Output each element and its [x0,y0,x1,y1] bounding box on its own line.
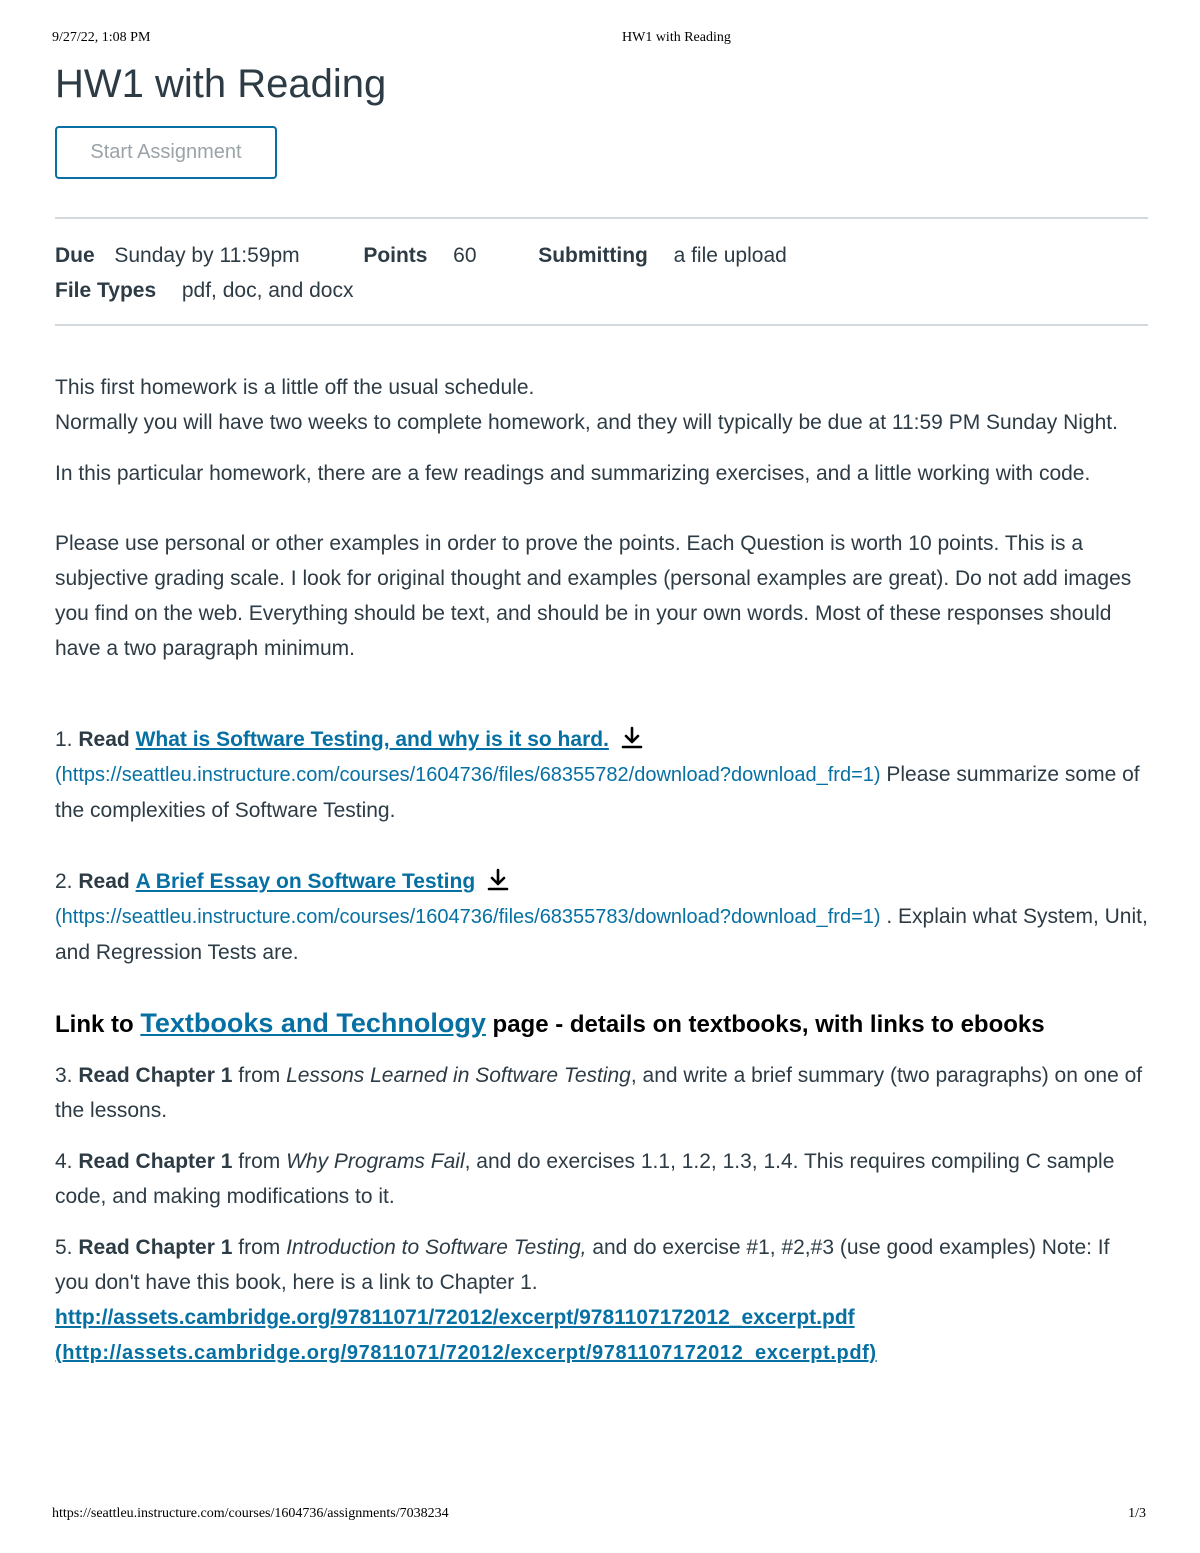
due-value: Sunday by 11:59pm [114,244,300,267]
divider [55,217,1148,219]
reading-url[interactable]: (https://seattleu.instructure.com/courses/1604736/files/68355782/download?download_frd=1) [55,764,881,786]
item-number: 2. [55,870,73,893]
from-text: from [232,1150,287,1173]
points-value: 60 [453,244,477,267]
print-datetime: 9/27/22, 1:08 PM [52,30,151,45]
print-doc-title: HW1 with Reading [622,30,731,45]
details-row [55,273,787,308]
item-number: 3. [55,1064,73,1087]
intro-paragraph-3: Please use personal or other examples in order to prove the points. Each Question is worth 10 points. This is a subjective grading scale. I look for original thought and examples (personal examples are great). Do not add images you find on the web. Everything should be text, and should be in your own words. Most of these responses should have a two paragraph minimum. [55,532,1132,660]
textbooks-link[interactable]: Textbooks and Technology [140,1008,486,1038]
reading-link-software-testing[interactable]: What is Software Testing, and why is it so hard. [135,728,609,751]
item-instruction: . Explain what System, Unit, and Regression Tests are. [55,905,1148,964]
file-types-value: pdf, doc, and docx [181,279,354,302]
item-instruction: and do exercise #1, #2,#3 (use good examples) Note: If you don't have this book, here is a link to Chapter 1. [55,1236,1110,1294]
assignment-details [55,238,787,308]
read-chapter-label: Read Chapter 1 [78,1150,233,1173]
start-assignment-button[interactable]: Start Assignment [55,126,277,179]
print-footer [0,1506,1200,1526]
item-number: 4. [55,1150,73,1173]
from-text: from [232,1236,287,1259]
print-header [0,30,1200,50]
page-title: HW1 with Reading [55,62,387,106]
item-number: 5. [55,1236,73,1259]
intro-line-1: This first homework is a little off the usual schedule. [55,376,535,399]
submitting-label: Submitting [538,244,648,267]
book-title: Why Programs Fail [286,1150,465,1173]
reading-url[interactable]: (https://seattleu.instructure.com/courses/1604736/files/68355783/download?download_frd=1) [55,906,881,928]
item-instruction: , and do exercises 1.1, 1.2, 1.3, 1.4. This requires compiling C sample code, and making modifications to it. [55,1150,1115,1208]
reading-link-brief-essay[interactable]: A Brief Essay on Software Testing [135,870,476,893]
read-chapter-label: Read Chapter 1 [78,1236,233,1259]
chapter-excerpt-link[interactable]: http://assets.cambridge.org/97811071/72012/excerpt/9781107172012_excerpt.pdf [55,1306,855,1329]
details-row [55,238,787,273]
book-title: Lessons Learned in Software Testing [286,1064,631,1087]
read-label: Read [78,728,130,751]
download-icon[interactable] [619,725,645,751]
divider [55,324,1148,326]
intro-line-2: Normally you will have two weeks to complete homework, and they will typically be due at 11:59 PM Sunday Night. [55,411,1118,434]
due-label: Due [55,244,95,267]
item-instruction: , and write a brief summary (two paragraphs) on one of the lessons. [55,1064,1143,1122]
assignment-description [55,370,1148,1371]
heading-text: Link to [55,1011,141,1038]
submitting-value: a file upload [673,244,787,267]
list-item-5 [55,1230,1148,1371]
assignment-content [55,58,1148,1364]
points-label: Points [363,244,428,267]
file-types-label: File Types [55,279,157,302]
book-title: Introduction to Software Testing, [286,1236,587,1259]
print-footer-url: https://seattleu.instructure.com/courses/1604736/assignments/7038234 [52,1506,449,1521]
list-item-3 [55,1058,1148,1128]
print-page-number: 1/3 [1128,1506,1146,1521]
read-label: Read [78,870,130,893]
from-text: from [232,1064,287,1087]
list-item-1 [55,722,1148,828]
chapter-excerpt-url[interactable]: (http://assets.cambridge.org/97811071/72012/excerpt/9781107172012_excerpt.pdf) [55,1342,877,1364]
read-chapter-label: Read Chapter 1 [78,1064,233,1087]
intro-paragraph-2: In this particular homework, there are a few readings and summarizing exercises, and a little working with code. [55,462,1091,485]
item-number: 1. [55,728,73,751]
list-item-2 [55,864,1148,970]
item-instruction: Please summarize some of the complexities of Software Testing. [55,763,1140,822]
heading-text: page - details on textbooks, with links to ebooks [485,1011,1045,1038]
download-icon[interactable] [485,867,511,893]
textbooks-heading [55,1006,1148,1042]
list-item-4 [55,1144,1148,1214]
